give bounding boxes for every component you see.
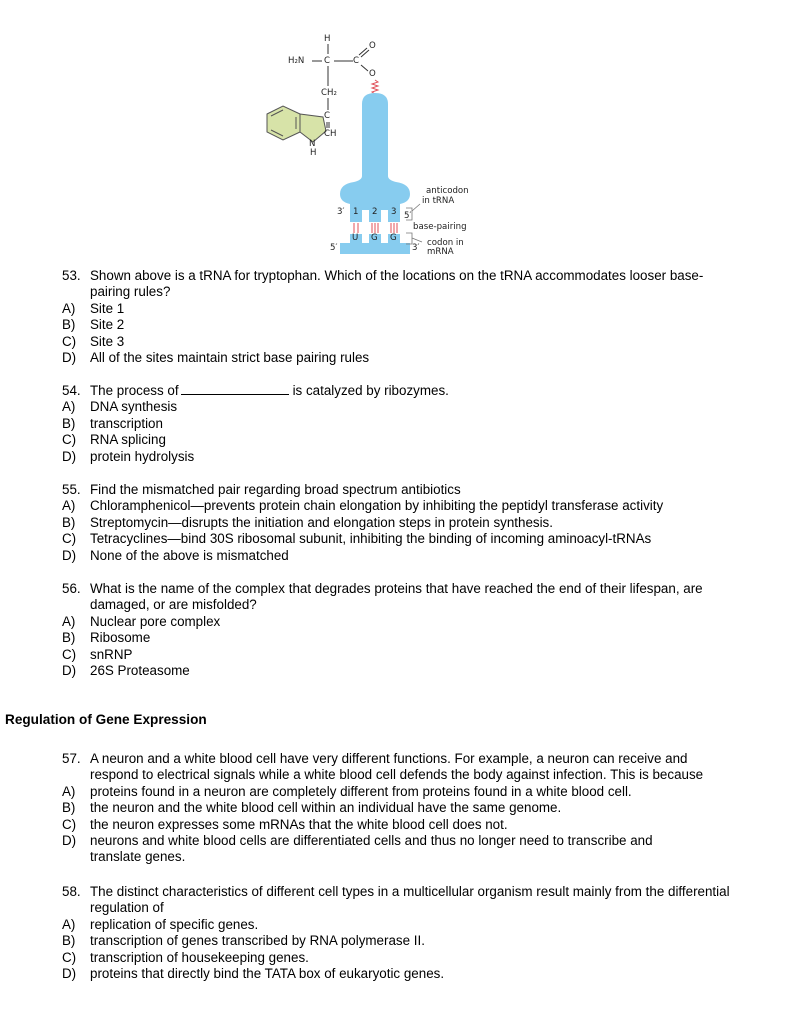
answer-option — [62, 548, 762, 564]
option-text: neurons and white blood cells are differentiated cells and thus no longer need to transcribe and — [90, 833, 653, 849]
fill-in-blank — [181, 383, 289, 395]
answer-option — [62, 531, 762, 547]
option-letter: D) — [62, 350, 77, 366]
option-letter: B) — [62, 317, 76, 333]
answer-option — [62, 515, 762, 531]
option-text: transcription — [90, 415, 163, 431]
question-stem-cont: regulation of — [90, 900, 164, 916]
option-letter: C) — [62, 531, 77, 547]
option-text: Site 2 — [90, 317, 125, 333]
option-letter: D) — [62, 547, 77, 563]
question-58 — [62, 884, 762, 982]
label-site-2: 2 — [372, 207, 378, 217]
atom-ester-oxygen: O — [369, 69, 376, 79]
question-54 — [62, 383, 762, 465]
option-letter: D) — [62, 966, 77, 982]
answer-option — [62, 800, 762, 816]
question-number: 57. — [62, 751, 81, 766]
option-letter: C) — [62, 816, 77, 832]
question-number: 58. — [62, 884, 81, 899]
answer-option — [62, 950, 762, 966]
label-codon-g2: G — [390, 233, 397, 243]
question-number: 56. — [62, 581, 81, 596]
label-site-1: 1 — [353, 207, 359, 217]
option-letter: B) — [62, 514, 76, 530]
question-stem: The distinct characteristics of different cell types in a multicellular organism result mainly from the differential — [90, 884, 730, 899]
option-letter: C) — [62, 646, 77, 662]
question-stem-cont: pairing rules? — [90, 284, 171, 300]
option-text: All of the sites maintain strict base pairing rules — [90, 350, 370, 366]
option-text: proteins found in a neuron are completely different from proteins found in a white blood cell. — [90, 783, 632, 799]
section-heading: Regulation of Gene Expression — [5, 712, 207, 727]
atom-h2n: H₂N — [288, 56, 305, 66]
question-55 — [62, 482, 762, 564]
atom-alpha-carbon: C — [324, 56, 331, 66]
label-codon-g1: G — [371, 233, 378, 243]
answer-option — [62, 432, 762, 448]
option-text-cont: translate genes. — [90, 849, 186, 865]
label-mrna-5prime: 5′ — [330, 243, 338, 253]
option-letter: D) — [62, 448, 77, 464]
option-text: Ribosome — [90, 630, 151, 646]
option-letter: D) — [62, 833, 77, 849]
label-mrna-3prime: 3′ — [412, 243, 420, 253]
option-text: proteins that directly bind the TATA box of eukaryotic genes. — [90, 966, 445, 982]
label-codon-in: codon in — [427, 238, 464, 248]
answer-option — [62, 784, 762, 800]
question-56 — [62, 581, 762, 679]
option-text: DNA synthesis — [90, 399, 178, 415]
option-text: transcription of genes transcribed by RNA polymerase II. — [90, 933, 425, 949]
question-57 — [62, 751, 762, 866]
option-text: transcription of housekeeping genes. — [90, 949, 309, 965]
atom-ring-hydrogen: H — [310, 148, 317, 158]
atom-h-top: H — [324, 34, 331, 44]
option-letter: A) — [62, 916, 76, 932]
answer-option — [62, 917, 762, 933]
option-text: protein hydrolysis — [90, 448, 195, 464]
label-base-pairing: base-pairing — [413, 222, 467, 232]
option-letter: A) — [62, 300, 76, 316]
question-stem: Shown above is a tRNA for tryptophan. Which of the locations on the tRNA accommodates looser base- — [90, 268, 704, 283]
option-letter: B) — [62, 933, 76, 949]
question-stem: Find the mismatched pair regarding broad spectrum antibiotics — [90, 482, 461, 497]
option-letter: A) — [62, 613, 76, 629]
answer-option — [62, 350, 762, 366]
question-number: 54. — [62, 383, 81, 398]
option-text: Streptomycin—disrupts the initiation and elongation steps in protein synthesis. — [90, 514, 553, 530]
option-text: replication of specific genes. — [90, 916, 259, 932]
question-number: 55. — [62, 482, 81, 497]
option-text: Site 3 — [90, 333, 125, 349]
option-text: Site 1 — [90, 300, 125, 316]
question-53 — [62, 268, 762, 366]
answer-option — [62, 317, 762, 333]
answer-option — [62, 630, 762, 646]
answer-option — [62, 614, 762, 630]
option-letter: D) — [62, 663, 77, 679]
atom-carbonyl-oxygen: O — [369, 41, 376, 51]
option-text: the neuron expresses some mRNAs that the white blood cell does not. — [90, 816, 508, 832]
answer-option — [62, 663, 762, 679]
label-site-3: 3 — [391, 207, 397, 217]
option-letter: C) — [62, 949, 77, 965]
option-letter: A) — [62, 399, 76, 415]
question-stem-cont: respond to electrical signals while a white blood cell defends the body against infection. This is because — [90, 767, 704, 783]
question-stem-cont: damaged, or are misfolded? — [90, 597, 257, 613]
option-text: None of the above is mismatched — [90, 547, 289, 563]
label-trna-3prime: 3′ — [337, 207, 345, 217]
answer-option — [62, 966, 762, 982]
question-stem-after: is catalyzed by ribozymes. — [292, 383, 449, 398]
answer-option — [62, 498, 762, 514]
option-text: Tetracyclines—bind 30S ribosomal subunit, inhibiting the binding of incoming aminoacyl-tRNAs — [90, 531, 652, 547]
option-letter: A) — [62, 783, 76, 799]
option-letter: C) — [62, 432, 77, 448]
atom-ring-nitrogen: N — [309, 139, 316, 149]
option-text: 26S Proteasome — [90, 663, 190, 679]
answer-option — [62, 301, 762, 317]
answer-option — [62, 833, 762, 866]
answer-option — [62, 449, 762, 465]
answer-option — [62, 416, 762, 432]
atom-carboxyl-carbon: C — [353, 56, 360, 66]
option-letter: B) — [62, 800, 76, 816]
answer-option — [62, 647, 762, 663]
question-number: 53. — [62, 268, 81, 283]
question-stem: What is the name of the complex that degrades proteins that have reached the end of their lifespan, are — [90, 581, 703, 596]
group-ring-ch: CH — [324, 129, 337, 139]
group-ch2: CH₂ — [321, 88, 337, 98]
question-stem: A neuron and a white blood cell have very different functions. For example, a neuron can receive and — [90, 751, 688, 766]
option-letter: B) — [62, 630, 76, 646]
atom-ring-carbon: C — [324, 111, 331, 121]
label-trna-5prime: 5′ — [404, 211, 412, 221]
option-text: RNA splicing — [90, 432, 166, 448]
option-letter: A) — [62, 498, 76, 514]
label-in-trna: in tRNA — [422, 196, 455, 206]
question-stem-before: The process of — [90, 383, 179, 398]
answer-option — [62, 817, 762, 833]
option-letter: C) — [62, 333, 77, 349]
answer-option — [62, 933, 762, 949]
option-text: Chloramphenicol—prevents protein chain elongation by inhibiting the peptidyl transferase activity — [90, 498, 664, 514]
label-anticodon: anticodon — [426, 186, 469, 196]
option-letter: B) — [62, 415, 76, 431]
option-text: snRNP — [90, 646, 133, 662]
label-codon-u: U — [352, 233, 359, 243]
answer-option — [62, 399, 762, 415]
trna-diagram — [250, 28, 490, 263]
label-mrna: mRNA — [427, 247, 454, 257]
option-text: the neuron and the white blood cell within an individual have the same genome. — [90, 800, 562, 816]
option-text: Nuclear pore complex — [90, 613, 221, 629]
answer-option — [62, 334, 762, 350]
